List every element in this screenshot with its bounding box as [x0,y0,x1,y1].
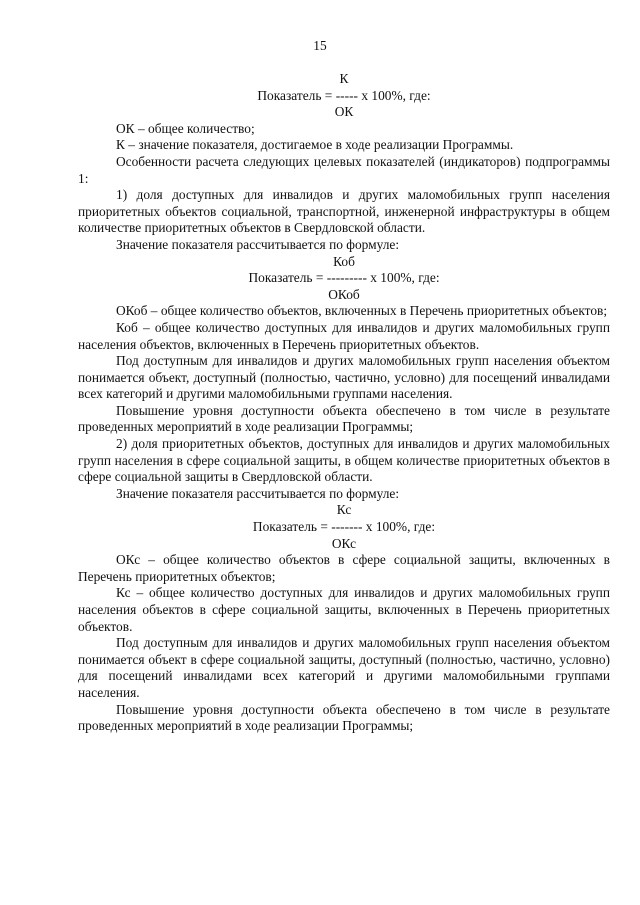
paragraph-calculation-features: Особенности расчета следующих целевых показателей (индикаторов) подпрограммы 1: [78,153,610,186]
formula-numerator: Коб [333,253,355,269]
formula-expression: Показатель = --------- х 100%, где: [248,270,440,286]
formula-numerator: К [339,71,349,86]
formula-expression: Показатель = ----- х 100%, где: [257,87,431,103]
formula-kc [78,502,610,552]
paragraph-kob-definition: Коб – общее количество доступных для инвалидов и других маломобильных групп населения объектов, включенных в Перечень приоритетных объектов. [78,319,610,352]
paragraph-indicator-1: 1) доля доступных для инвалидов и других маломобильных групп населения приоритетных объектов социальной, транспортной, инженерной инфраструктуры в общем количестве приоритетных объектов в Свердловской области. [78,187,610,236]
paragraph-accessibility-increase: Повышение уровня доступности объекта обеспечено в том числе в результате проведенных мероприятий в ходе реализации Программы; [78,402,610,435]
page-number: 15 [313,38,327,53]
paragraph-formula-intro-1: Значение показателя рассчитывается по формуле: [116,236,400,252]
paragraph-formula-intro-2: Значение показателя рассчитывается по формуле: [116,485,400,501]
paragraph-k-definition: К – значение показателя, достигаемое в ходе реализации Программы. [116,137,514,153]
paragraph-accessibility-increase-2: Повышение уровня доступности объекта обеспечено в том числе в результате проведенных мероприятий в ходе реализации Программы; [78,701,610,734]
paragraph-accessible-object-definition: Под доступным для инвалидов и других маломобильных групп населения объектом понимается объект, доступный (полностью, частично, условно) для посещений инвалидами всех категорий и другими маломобильными группами населения. [78,353,610,402]
formula-numerator: Кс [336,502,352,518]
document-body [78,71,610,735]
formula-kob [78,254,610,304]
paragraph-indicator-2: 2) доля приоритетных объектов, доступных для инвалидов и других маломобильных групп населения в сфере социальной защиты, в общем количестве приоритетных объектов в сфере социальной защиты в Свердловской области. [78,436,610,485]
paragraph-okc-definition: ОКс – общее количество объектов в сфере социальной защиты, включенных в Перечень приоритетных объектов; [78,552,610,584]
paragraph-okob-definition: ОКоб – общее количество объектов, включенных в Перечень приоритетных объектов; [116,303,608,319]
formula-denominator: ОК [334,104,354,120]
formula-expression: Показатель = ------- х 100%, где: [252,519,436,535]
paragraph-social-object-definition: Под доступным для инвалидов и других маломобильных групп населения объектом понимается объект в сфере социальной защиты, доступный (полностью, частично, условно) для посещений инвалидами всех категорий и другими маломобильными группами населения. [78,635,610,700]
paragraph-ok-definition: ОК – общее количество; [116,120,255,136]
formula-k [78,71,610,121]
formula-denominator: ОКс [331,535,357,551]
formula-denominator: ОКоб [328,286,360,302]
paragraph-kc-definition: Кс – общее количество доступных для инвалидов и других маломобильных групп населения объектов в сфере социальной защиты, включенных в Перечень приоритетных объектов. [78,585,610,634]
